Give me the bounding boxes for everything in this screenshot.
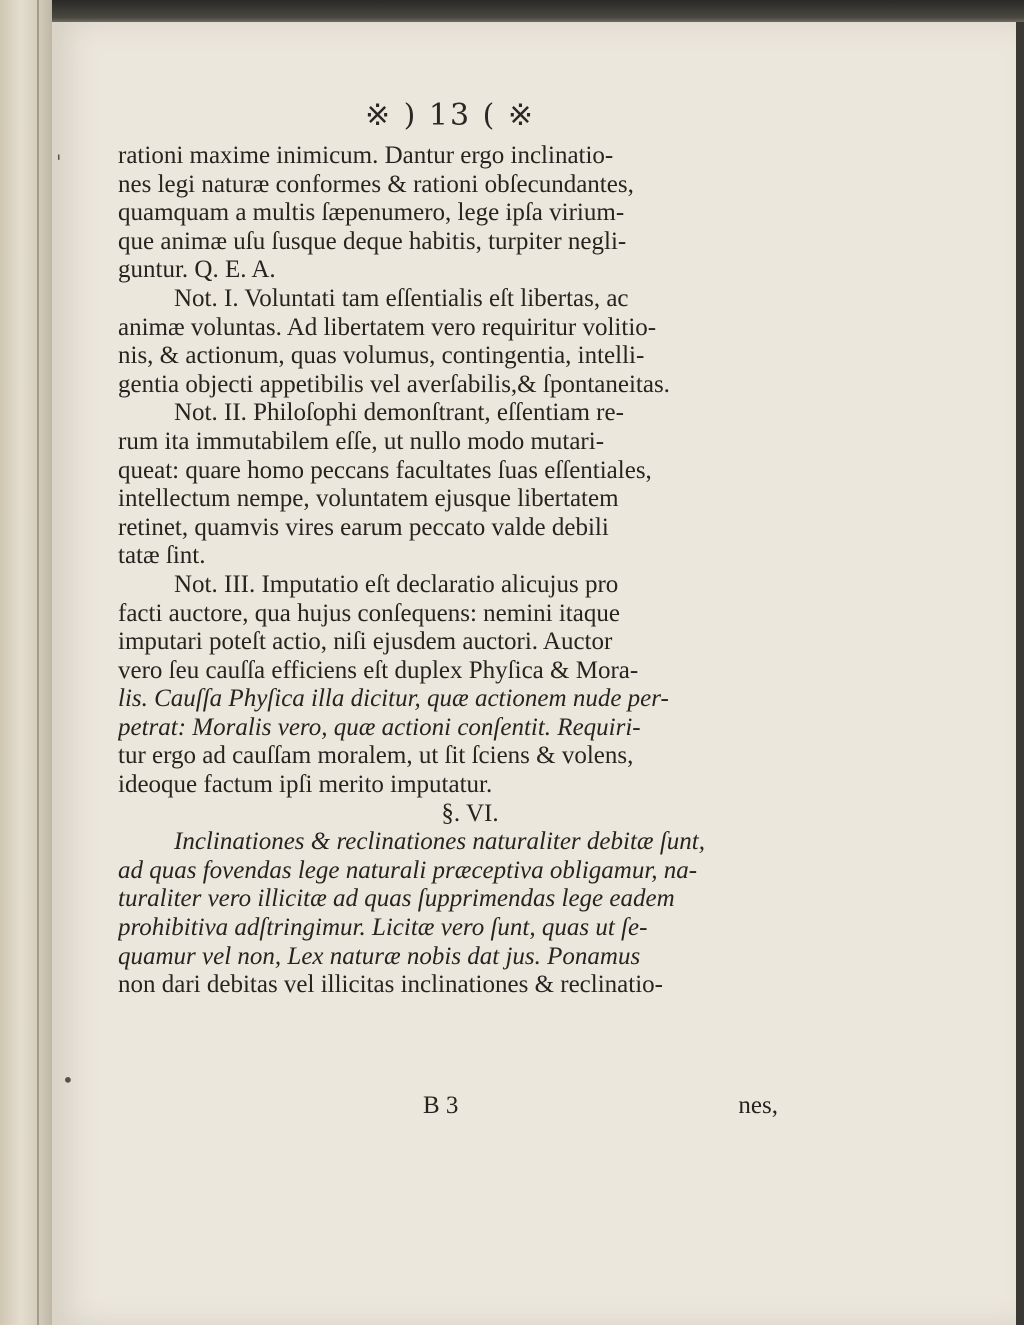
text-line: quamquam a multis ſæpenumero, lege ipſa virium- [118,199,625,227]
text-line: rationi maxime inimicum. Dantur ergo inclinatio- [118,142,614,169]
text-line: petrat: Moralis vero, quæ actioni conſentit. Requiri- [118,713,641,741]
text-line: non dari debitas vel illicitas inclinationes & reclinatio- [118,971,663,999]
gutter-line [37,0,39,1325]
running-head: ※ ) 13 ( ※ [365,98,535,133]
text-line: nis, & actionum, quas volumus, contingentia, intelli- [118,342,645,370]
text-line: lis. Cauſſa Phyſica illa dicitur, quæ actionem nude per- [118,685,669,713]
text-line: prohibitiva adſtringimur. Licitæ vero ſunt, quas ut ſe- [118,914,648,942]
section-heading: §. VI. [441,799,499,827]
catchword: nes, [738,1092,778,1119]
margin-mark: ' [56,150,62,174]
text-line: ad quas fovendas lege naturali præceptiva obligamur, na- [118,856,698,884]
text-line: turaliter vero illicitæ ad quas ſupprimendas lege eadem [118,885,675,913]
top-edge-shadow [0,0,1024,22]
text-line: facti auctore, qua hujus conſequens: nemini itaque [118,599,620,627]
text-line: que animæ uſu ſusque deque habitis, turpiter negli- [118,227,627,255]
book-gutter [0,0,52,1325]
text-line: queat: quare homo peccans facultates ſuas eſſentiales, [118,456,652,484]
text-line: ideoque factum ipſi merito imputatur. [118,771,493,799]
text-line: tatæ ſint. [118,542,206,570]
text-line: animæ voluntas. Ad libertatem vero requiritur volitio- [118,313,657,341]
page-footer [118,1092,782,1126]
signature-mark: B 3 [423,1092,459,1119]
text-line: imputari poteſt actio, niſi ejusdem auctori. Auctor [118,628,613,656]
margin-mark: • [62,1068,74,1092]
text-line: rum ita immutabilem eſſe, ut nullo modo mutari- [118,427,605,455]
text-line: Not. II. Philoſophi demonſtrant, eſſentiam re- [174,399,624,427]
text-line: Not. I. Voluntati tam eſſentialis eſt libertas, ac [174,284,629,312]
text-line: intellectum nempe, voluntatem ejusque libertatem [118,485,619,513]
text-line: Not. III. Imputatio eſt declaratio alicujus pro [174,570,619,598]
text-line: guntur. Q. E. A. [118,256,276,284]
text-line: vero ſeu cauſſa efficiens eſt duplex Phyſica & Mora- [118,656,639,684]
body-text [118,142,782,1000]
text-line: retinet, quamvis vires earum peccato valde debili [118,513,609,541]
text-line: gentia objecti appetibilis vel averſabilis,& ſpontaneitas. [118,370,670,398]
text-line: quamur vel non, Lex naturæ nobis dat jus. Ponamus [118,942,641,970]
text-line: tur ergo ad cauſſam moralem, ut ſit ſciens & volens, [118,742,634,770]
text-line: Inclinationes & reclinationes naturaliter debitæ ſunt, [174,828,705,856]
text-line: nes legi naturæ conformes & rationi obſecundantes, [118,170,634,198]
